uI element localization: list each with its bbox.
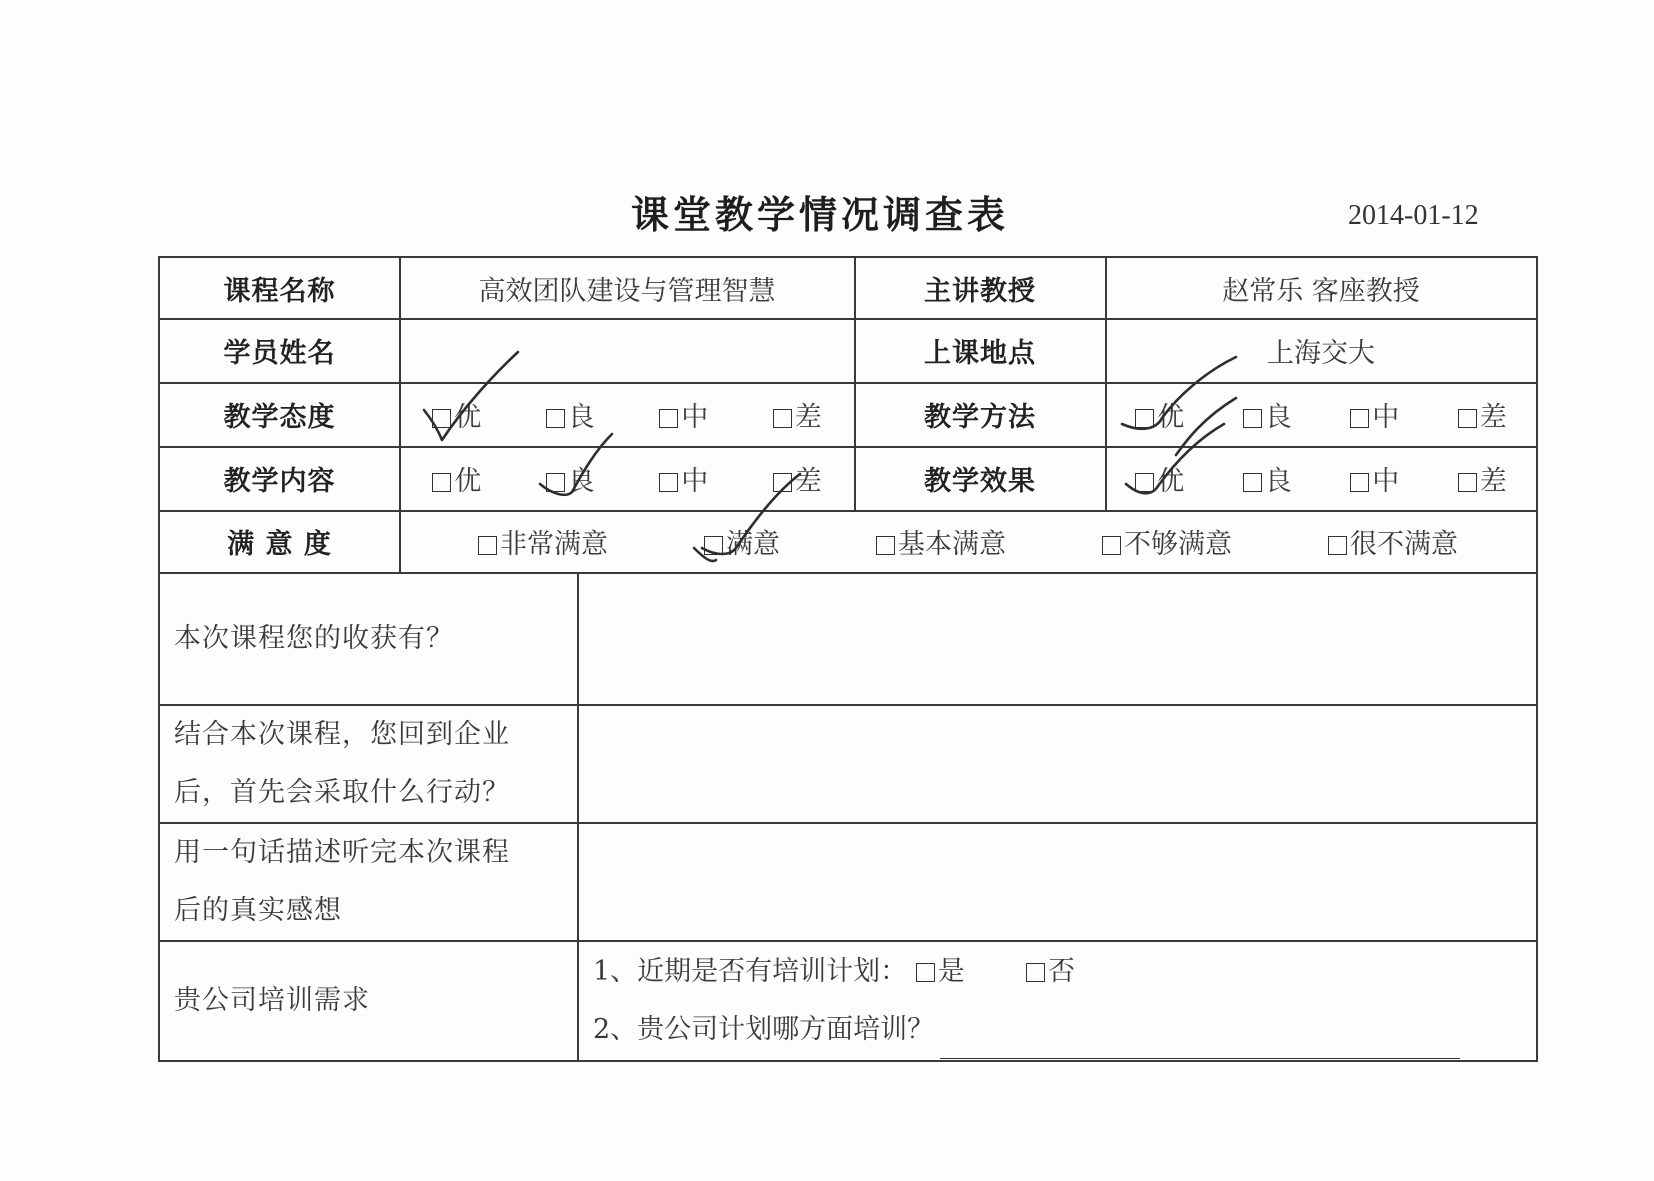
label-location: 上课地点 bbox=[924, 338, 1036, 369]
question-gain: 本次课程您的收获有？ bbox=[174, 622, 454, 654]
checkbox-icon bbox=[432, 473, 451, 492]
checkbox-icon bbox=[1135, 473, 1154, 492]
training-area-input[interactable] bbox=[940, 1030, 1460, 1059]
training-plan-line bbox=[593, 943, 1075, 1001]
effect-option-fair[interactable]: 中 bbox=[1350, 459, 1399, 498]
method-option-excellent[interactable]: 优 bbox=[1135, 395, 1184, 434]
question-feeling-line2: 后的真实感想 bbox=[174, 894, 342, 926]
teaching-effect-options bbox=[1106, 447, 1536, 510]
checkbox-icon bbox=[1026, 963, 1045, 982]
checkbox-icon bbox=[876, 536, 895, 555]
checkbox-icon bbox=[478, 536, 497, 555]
checkbox-icon bbox=[659, 409, 678, 428]
label-lecturer: 主讲教授 bbox=[924, 275, 1036, 307]
attitude-option-fair[interactable]: 中 bbox=[659, 395, 708, 434]
attitude-option-good[interactable]: 良 bbox=[546, 395, 595, 434]
checkbox-icon bbox=[916, 963, 935, 982]
form-date: 2014-01-12 bbox=[1348, 200, 1479, 231]
checkbox-icon bbox=[1350, 409, 1369, 428]
lecturer-value: 赵常乐 客座教授 bbox=[1222, 275, 1420, 307]
label-teaching-effect: 教学效果 bbox=[924, 466, 1036, 497]
training-area-line bbox=[593, 1001, 1460, 1059]
checkbox-icon bbox=[1328, 536, 1347, 555]
checkbox-icon bbox=[546, 409, 565, 428]
method-option-poor[interactable]: 差 bbox=[1458, 395, 1507, 434]
checkbox-icon bbox=[546, 473, 565, 492]
checkbox-icon bbox=[1458, 473, 1477, 492]
teaching-content-options bbox=[400, 447, 854, 510]
question-training-needs: 贵公司培训需求 bbox=[174, 984, 370, 1016]
checkbox-icon bbox=[1458, 409, 1477, 428]
question-feeling bbox=[160, 823, 577, 940]
training-needs-block bbox=[579, 941, 1536, 1060]
content-option-good[interactable]: 良 bbox=[546, 459, 595, 498]
teaching-attitude-options bbox=[400, 383, 854, 446]
training-plan-question: 1、近期是否有培训计划： bbox=[593, 955, 908, 987]
effect-option-poor[interactable]: 差 bbox=[1458, 459, 1507, 498]
question-action bbox=[160, 705, 577, 822]
label-course-name: 课程名称 bbox=[223, 275, 336, 307]
content-option-excellent[interactable]: 优 bbox=[432, 459, 481, 498]
attitude-option-poor[interactable]: 差 bbox=[773, 395, 822, 434]
question-feeling-line1: 用一句话描述听完本次课程 bbox=[174, 836, 510, 868]
label-teaching-method: 教学方法 bbox=[924, 402, 1036, 433]
effect-option-good[interactable]: 良 bbox=[1243, 459, 1292, 498]
attitude-option-excellent[interactable]: 优 bbox=[432, 395, 481, 434]
content-option-fair[interactable]: 中 bbox=[659, 459, 708, 498]
satisfaction-option-satisfied[interactable]: 满意 bbox=[704, 522, 780, 561]
checkbox-icon bbox=[1243, 409, 1262, 428]
label-teaching-attitude: 教学态度 bbox=[223, 402, 336, 433]
label-satisfaction: 满 意 度 bbox=[227, 529, 332, 560]
satisfaction-option-very-satisfied[interactable]: 非常满意 bbox=[478, 522, 608, 561]
training-plan-yes[interactable]: 是 bbox=[916, 956, 965, 987]
checkbox-icon bbox=[1350, 473, 1369, 492]
answer-action-field[interactable] bbox=[579, 705, 1536, 822]
answer-feeling-field[interactable] bbox=[579, 823, 1536, 940]
student-name-field[interactable] bbox=[400, 319, 854, 382]
satisfaction-option-not-satisfied[interactable]: 不够满意 bbox=[1102, 522, 1232, 561]
course-name-value: 高效团队建设与管理智慧 bbox=[478, 275, 776, 307]
form-title: 课堂教学情况调查表 bbox=[630, 193, 1009, 237]
satisfaction-option-basically-satisfied[interactable]: 基本满意 bbox=[876, 522, 1006, 561]
checkbox-icon bbox=[1102, 536, 1121, 555]
training-area-question: 2、贵公司计划哪方面培训？ bbox=[593, 1013, 935, 1045]
checkbox-icon bbox=[704, 536, 723, 555]
checkbox-icon bbox=[432, 409, 451, 428]
satisfaction-options bbox=[400, 511, 1536, 572]
satisfaction-option-very-dissatisfied[interactable]: 很不满意 bbox=[1328, 522, 1458, 561]
checkbox-icon bbox=[659, 473, 678, 492]
effect-option-excellent[interactable]: 优 bbox=[1135, 459, 1184, 498]
label-student-name: 学员姓名 bbox=[223, 338, 336, 369]
answer-gain-field[interactable] bbox=[579, 573, 1536, 704]
question-action-line1: 结合本次课程，您回到企业 bbox=[174, 718, 510, 750]
method-option-good[interactable]: 良 bbox=[1243, 395, 1292, 434]
checkbox-icon bbox=[1243, 473, 1262, 492]
survey-table bbox=[158, 256, 1538, 1062]
training-plan-no[interactable]: 否 bbox=[1026, 956, 1075, 987]
teaching-method-options bbox=[1106, 383, 1536, 446]
location-value: 上海交大 bbox=[1267, 338, 1375, 369]
checkbox-icon bbox=[773, 473, 792, 492]
checkbox-icon bbox=[773, 409, 792, 428]
content-option-poor[interactable]: 差 bbox=[773, 459, 822, 498]
checkbox-icon bbox=[1135, 409, 1154, 428]
method-option-fair[interactable]: 中 bbox=[1350, 395, 1399, 434]
question-action-line2: 后，首先会采取什么行动？ bbox=[174, 776, 510, 808]
label-teaching-content: 教学内容 bbox=[223, 466, 336, 497]
